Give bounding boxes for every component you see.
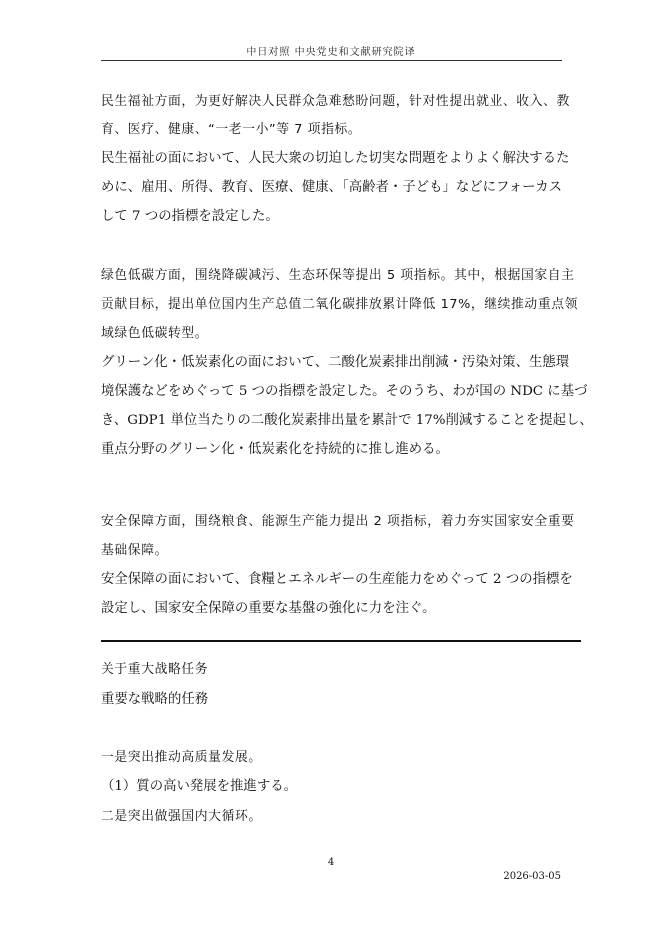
section1-zh-line2: 育、医疗、健康、“一老一小”等 7 项指标。	[101, 122, 362, 137]
section1-zh-line1: 民生福祉方面，为更好解决人民群众急难愁盼问题，针对性提出就业、收入、教	[101, 94, 570, 109]
section1-ja-line1: 民生福祉の面において、人民大衆の切迫した切実な問題をよりよく解決するた	[101, 151, 570, 166]
page-number: 4	[327, 857, 335, 868]
section3-ja-line2: 設定し、国家安全保障の重要な基盤の強化に力を注ぐ。	[101, 601, 436, 616]
item1-ja: （1）質の高い発展を推進する。	[101, 779, 297, 794]
strategic-tasks-heading-ja: 重要な戦略的任務	[101, 692, 209, 707]
footer-date: 2026-03-05	[503, 871, 561, 882]
section2-ja-line1: グリーン化・低炭素化の面において、二酸化炭素排出削減・汚染対策、生態環	[101, 355, 570, 370]
section-divider	[101, 640, 581, 642]
strategic-tasks-heading-zh: 关于重大战略任务	[101, 662, 209, 677]
header-title: 中日对照 中央党史和文献研究院译	[246, 47, 416, 58]
section2-ja-line3: き、GDP1 単位当たりの二酸化炭素排出量を累計で 17%削減することを提起し、	[101, 413, 593, 428]
item1-zh: 一是突出推动高质量发展。	[101, 750, 262, 765]
section2-ja-line4: 重点分野のグリーン化・低炭素化を持続的に推し進める。	[101, 442, 449, 457]
section3-ja-line1: 安全保障の面において、食糧とエネルギーの生産能力をめぐって 2 つの指標を	[101, 572, 573, 587]
item2-zh: 二是突出做强国内大循环。	[101, 809, 262, 824]
section1-ja-line2: めに、雇用、所得、教育、医療、健康、「高齢者・子ども」などにフォーカス	[101, 180, 563, 195]
section2-zh-line2: 贡献目标，提出单位国内生产总值二氧化碳排放累计降低 17%，继续推动重点领	[101, 297, 579, 312]
header-divider	[101, 60, 562, 61]
section1-ja-line3: して 7 つの指標を設定した。	[101, 209, 279, 224]
section2-zh-line3: 域绿色低碳转型。	[101, 326, 209, 341]
section2-zh-line1: 绿色低碳方面，围绕降碳减污、生态环保等提出 5 项指标。其中，根据国家自主	[101, 268, 575, 283]
section3-zh-line1: 安全保障方面，围绕粮食、能源生产能力提出 2 项指标，着力夯实国家安全重要	[101, 514, 575, 529]
section2-ja-line2: 境保護などをめぐって 5 つの指標を設定した。そのうち、わが国の NDC に基づ	[101, 384, 588, 399]
section3-zh-line2: 基础保障。	[101, 543, 168, 558]
